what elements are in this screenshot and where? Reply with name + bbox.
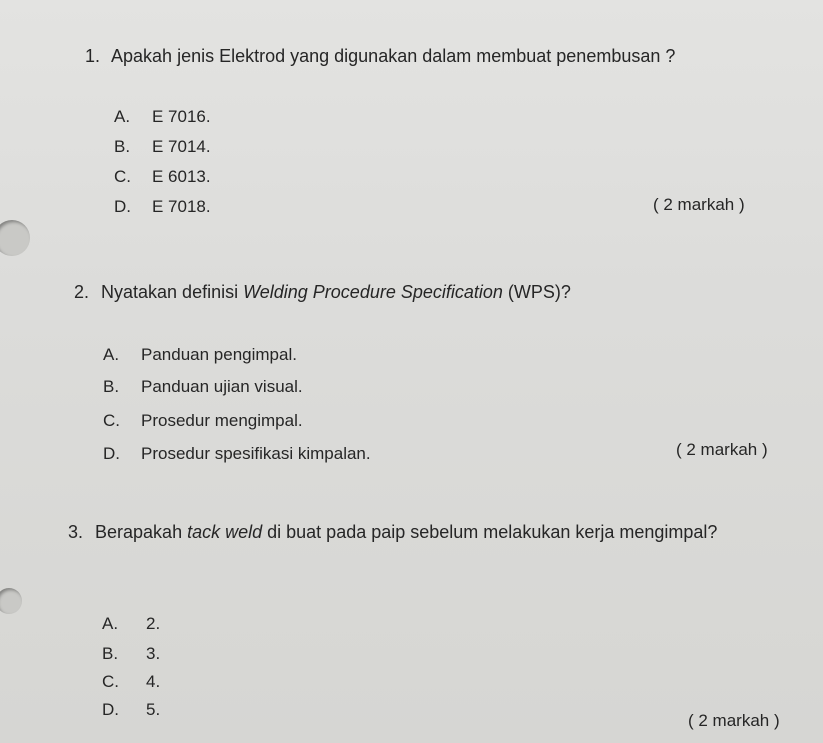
option-letter: D. <box>103 444 120 463</box>
option-letter: D. <box>102 700 119 719</box>
option-text: 4. <box>146 672 161 691</box>
option-letter: D. <box>114 197 131 216</box>
option-letter: A. <box>102 614 119 633</box>
option-2c[interactable] <box>103 411 303 431</box>
option-2a[interactable] <box>103 345 297 365</box>
option-2b[interactable] <box>103 377 303 397</box>
option-text: 5. <box>146 700 161 719</box>
option-letter: A. <box>103 345 120 364</box>
question-text-italic: tack weld <box>187 522 263 542</box>
punch-hole <box>0 588 22 614</box>
marks-label: ( 2 markah ) <box>653 195 745 214</box>
question-3 <box>68 522 717 543</box>
question-text: Berapakah tack weld di buat pada paip sebelum melakukan kerja mengimpal? <box>95 522 718 542</box>
question-2 <box>74 282 571 303</box>
option-1c[interactable] <box>114 167 211 187</box>
option-letter: B. <box>114 137 131 156</box>
question-number: 1. <box>85 46 101 66</box>
option-letter: B. <box>103 377 120 396</box>
option-letter: C. <box>102 672 119 691</box>
question-text-italic: Welding Procedure Specification <box>243 282 503 302</box>
option-letter: B. <box>102 644 119 663</box>
option-text: Prosedur mengimpal. <box>141 411 303 430</box>
option-text: Panduan pengimpal. <box>141 345 297 364</box>
question-1 <box>85 46 675 67</box>
option-text: E 7016. <box>152 107 211 126</box>
option-3b[interactable] <box>102 644 160 664</box>
option-text: Panduan ujian visual. <box>141 377 303 396</box>
question-text: Apakah jenis Elektrod yang digunakan dalam membuat penembusan ? <box>111 46 676 66</box>
option-letter: A. <box>114 107 131 126</box>
question-text: Nyatakan definisi Welding Procedure Specification (WPS)? <box>101 282 571 302</box>
option-letter: C. <box>103 411 120 430</box>
option-3a[interactable] <box>102 614 160 634</box>
marks-label: ( 2 markah ) <box>676 440 768 459</box>
option-2d[interactable] <box>103 444 371 464</box>
option-letter: C. <box>114 167 131 186</box>
option-text: 3. <box>146 644 161 663</box>
marks-label: ( 2 markah ) <box>688 711 780 730</box>
option-text: Prosedur spesifikasi kimpalan. <box>141 444 371 463</box>
question-number: 2. <box>74 282 90 302</box>
option-1d[interactable] <box>114 197 211 217</box>
option-text: E 7018. <box>152 197 211 216</box>
option-3c[interactable] <box>102 672 160 692</box>
option-text: E 7014. <box>152 137 211 156</box>
question-number: 3. <box>68 522 84 542</box>
option-text: E 6013. <box>152 167 211 186</box>
option-3d[interactable] <box>102 700 160 720</box>
option-1a[interactable] <box>114 107 211 127</box>
punch-hole <box>0 220 30 256</box>
option-1b[interactable] <box>114 137 211 157</box>
option-text: 2. <box>146 614 161 633</box>
